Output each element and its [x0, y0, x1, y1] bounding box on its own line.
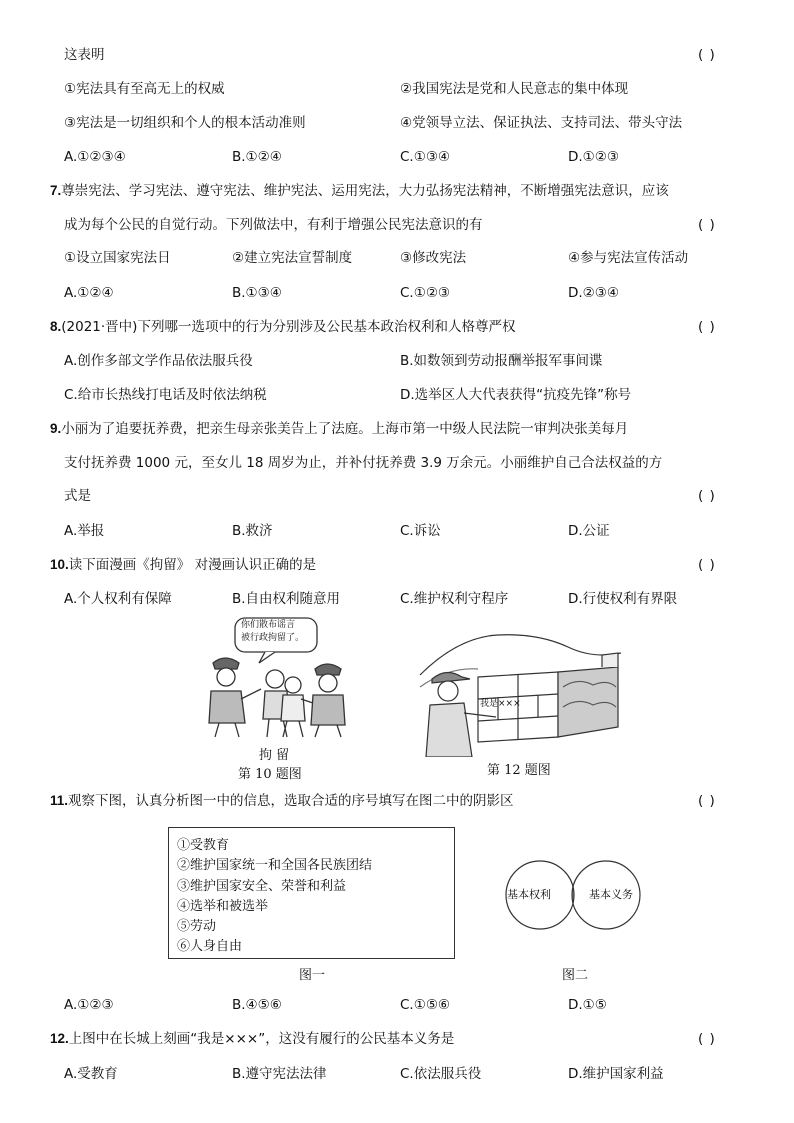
q9-option-d[interactable]: D.公证	[568, 523, 610, 539]
q10-option-b[interactable]: B.自由权利随意用	[232, 591, 341, 607]
q12-answer-paren[interactable]: ( )	[698, 1031, 716, 1047]
q9-option-a[interactable]: A.举报	[64, 523, 105, 539]
q10-option-a[interactable]: A.个人权利有保障	[64, 591, 172, 607]
figure-2-caption: 图二	[562, 968, 589, 983]
q6-answer-paren[interactable]: ( )	[698, 47, 716, 63]
q7-statement-4: ④参与宪法宣传活动	[568, 250, 689, 266]
q11-option-c[interactable]: C.①⑤⑥	[400, 997, 451, 1013]
figure-1-caption: 图一	[299, 968, 326, 983]
q6-stem-tail: 这表明	[64, 47, 105, 63]
q7-option-c[interactable]: C.①②③	[400, 285, 451, 301]
q8-number: 8.	[50, 319, 62, 334]
q7-option-b[interactable]: B.①③④	[232, 285, 282, 301]
fig1-item-5: ⑤劳动	[177, 919, 217, 934]
q6-statement-2: ②我国宪法是党和人民意志的集中体现	[400, 81, 629, 97]
q7-line-2: 成为每个公民的自觉行动。下列做法中，有利于增强公民宪法意识的有	[64, 217, 483, 233]
fig1-item-3: ③维护国家安全、荣誉和利益	[177, 879, 347, 894]
q12-number: 12.	[50, 1031, 69, 1046]
q9-line-3: 式是	[64, 488, 91, 504]
q9-line-2: 支付抚养费 1000 元，至女儿 18 周岁为止，并补付抚养费 3.9 万余元。小丽维护自己合法权益的方	[64, 455, 663, 471]
q9-option-c[interactable]: C.诉讼	[400, 523, 441, 539]
q8-answer-paren[interactable]: ( )	[698, 319, 716, 335]
q8-stem: 8.(2021·晋中)下列哪一选项中的行为分别涉及公民基本政治权利和人格尊严权	[50, 319, 516, 335]
q10-number: 10.	[50, 557, 69, 572]
q6-option-d[interactable]: D.①②③	[568, 149, 619, 165]
figure-1-box	[168, 827, 455, 959]
q7-statement-1: ①设立国家宪法日	[64, 250, 171, 266]
q12-option-d[interactable]: D.维护国家利益	[568, 1066, 664, 1082]
q11-answer-paren[interactable]: ( )	[698, 793, 716, 809]
fig1-item-2: ②维护国家统一和全国各民族团结	[177, 858, 373, 873]
q12-option-c[interactable]: C.依法服兵役	[400, 1066, 482, 1082]
q12-stem: 12.上图中在长城上刻画“我是×××”，这没有履行的公民基本义务是	[50, 1031, 455, 1047]
q12-option-b[interactable]: B.遵守宪法法律	[232, 1066, 327, 1082]
cartoon-title: 拘 留	[259, 748, 290, 763]
q7-option-a[interactable]: A.①②④	[64, 285, 114, 301]
fig1-item-1: ①受教育	[177, 838, 230, 853]
figure-10-caption: 第 10 题图	[238, 767, 302, 782]
q10-answer-paren[interactable]: ( )	[698, 557, 716, 573]
q7-line-1: 7.尊崇宪法、学习宪法、遵守宪法、维护宪法、运用宪法，大力弘扬宪法精神，不断增强宪法意识，应该	[50, 183, 669, 199]
fig1-item-6: ⑥人身自由	[177, 939, 243, 954]
q7-answer-paren[interactable]: ( )	[698, 217, 716, 233]
q7-number: 7.	[50, 183, 62, 198]
venn-right-label: 基本义务	[589, 888, 633, 901]
q6-option-c[interactable]: C.①③④	[400, 149, 451, 165]
q11-option-a[interactable]: A.①②③	[64, 997, 114, 1013]
q12-option-a[interactable]: A.受教育	[64, 1066, 118, 1082]
q6-statement-4: ④党领导立法、保证执法、支持司法、带头守法	[400, 115, 683, 131]
q9-option-b[interactable]: B.救济	[232, 523, 273, 539]
q7-statement-2: ②建立宪法宣誓制度	[232, 250, 353, 266]
q11-option-d[interactable]: D.①⑤	[568, 997, 607, 1013]
figure-12-caption: 第 12 题图	[487, 763, 551, 778]
q11-number: 11.	[50, 793, 69, 808]
q11-option-b[interactable]: B.④⑤⑥	[232, 997, 282, 1013]
q10-option-c[interactable]: C.维护权利守程序	[400, 591, 509, 607]
q6-option-a[interactable]: A.①②③④	[64, 149, 126, 165]
q8-option-c[interactable]: C.给市长热线打电话及时依法纳税	[64, 387, 267, 403]
q9-number: 9.	[50, 421, 62, 436]
q8-option-b[interactable]: B.如数领到劳动报酬举报军事间谍	[400, 353, 603, 369]
q10-stem: 10.读下面漫画《拘留》 对漫画认识正确的是	[50, 557, 317, 573]
fig1-item-4: ④选举和被选举	[177, 899, 269, 914]
q6-statement-1: ①宪法具有至高无上的权威	[64, 81, 225, 97]
q6-option-b[interactable]: B.①②④	[232, 149, 282, 165]
q6-statement-3: ③宪法是一切组织和个人的根本活动准则	[64, 115, 306, 131]
q7-statement-3: ③修改宪法	[400, 250, 467, 266]
q9-answer-paren[interactable]: ( )	[698, 488, 716, 504]
q9-line-1: 9.小丽为了追要抚养费，把亲生母亲张美告上了法庭。上海市第一中级人民法院一审判决张美每月	[50, 421, 629, 437]
q10-option-d[interactable]: D.行使权利有界限	[568, 591, 678, 607]
q8-option-a[interactable]: A.创作多部文学作品依法服兵役	[64, 353, 253, 369]
q8-option-d[interactable]: D.选举区人大代表获得“抗疫先锋”称号	[400, 387, 632, 403]
venn-left-label: 基本权利	[507, 888, 551, 901]
great-wall-figure	[418, 617, 623, 757]
wall-graffiti-text: 我是×××	[480, 699, 521, 709]
q7-option-d[interactable]: D.②③④	[568, 285, 619, 301]
q11-stem: 11.观察下图，认真分析图一中的信息，选取合适的序号填写在图二中的阴影区	[50, 793, 514, 809]
